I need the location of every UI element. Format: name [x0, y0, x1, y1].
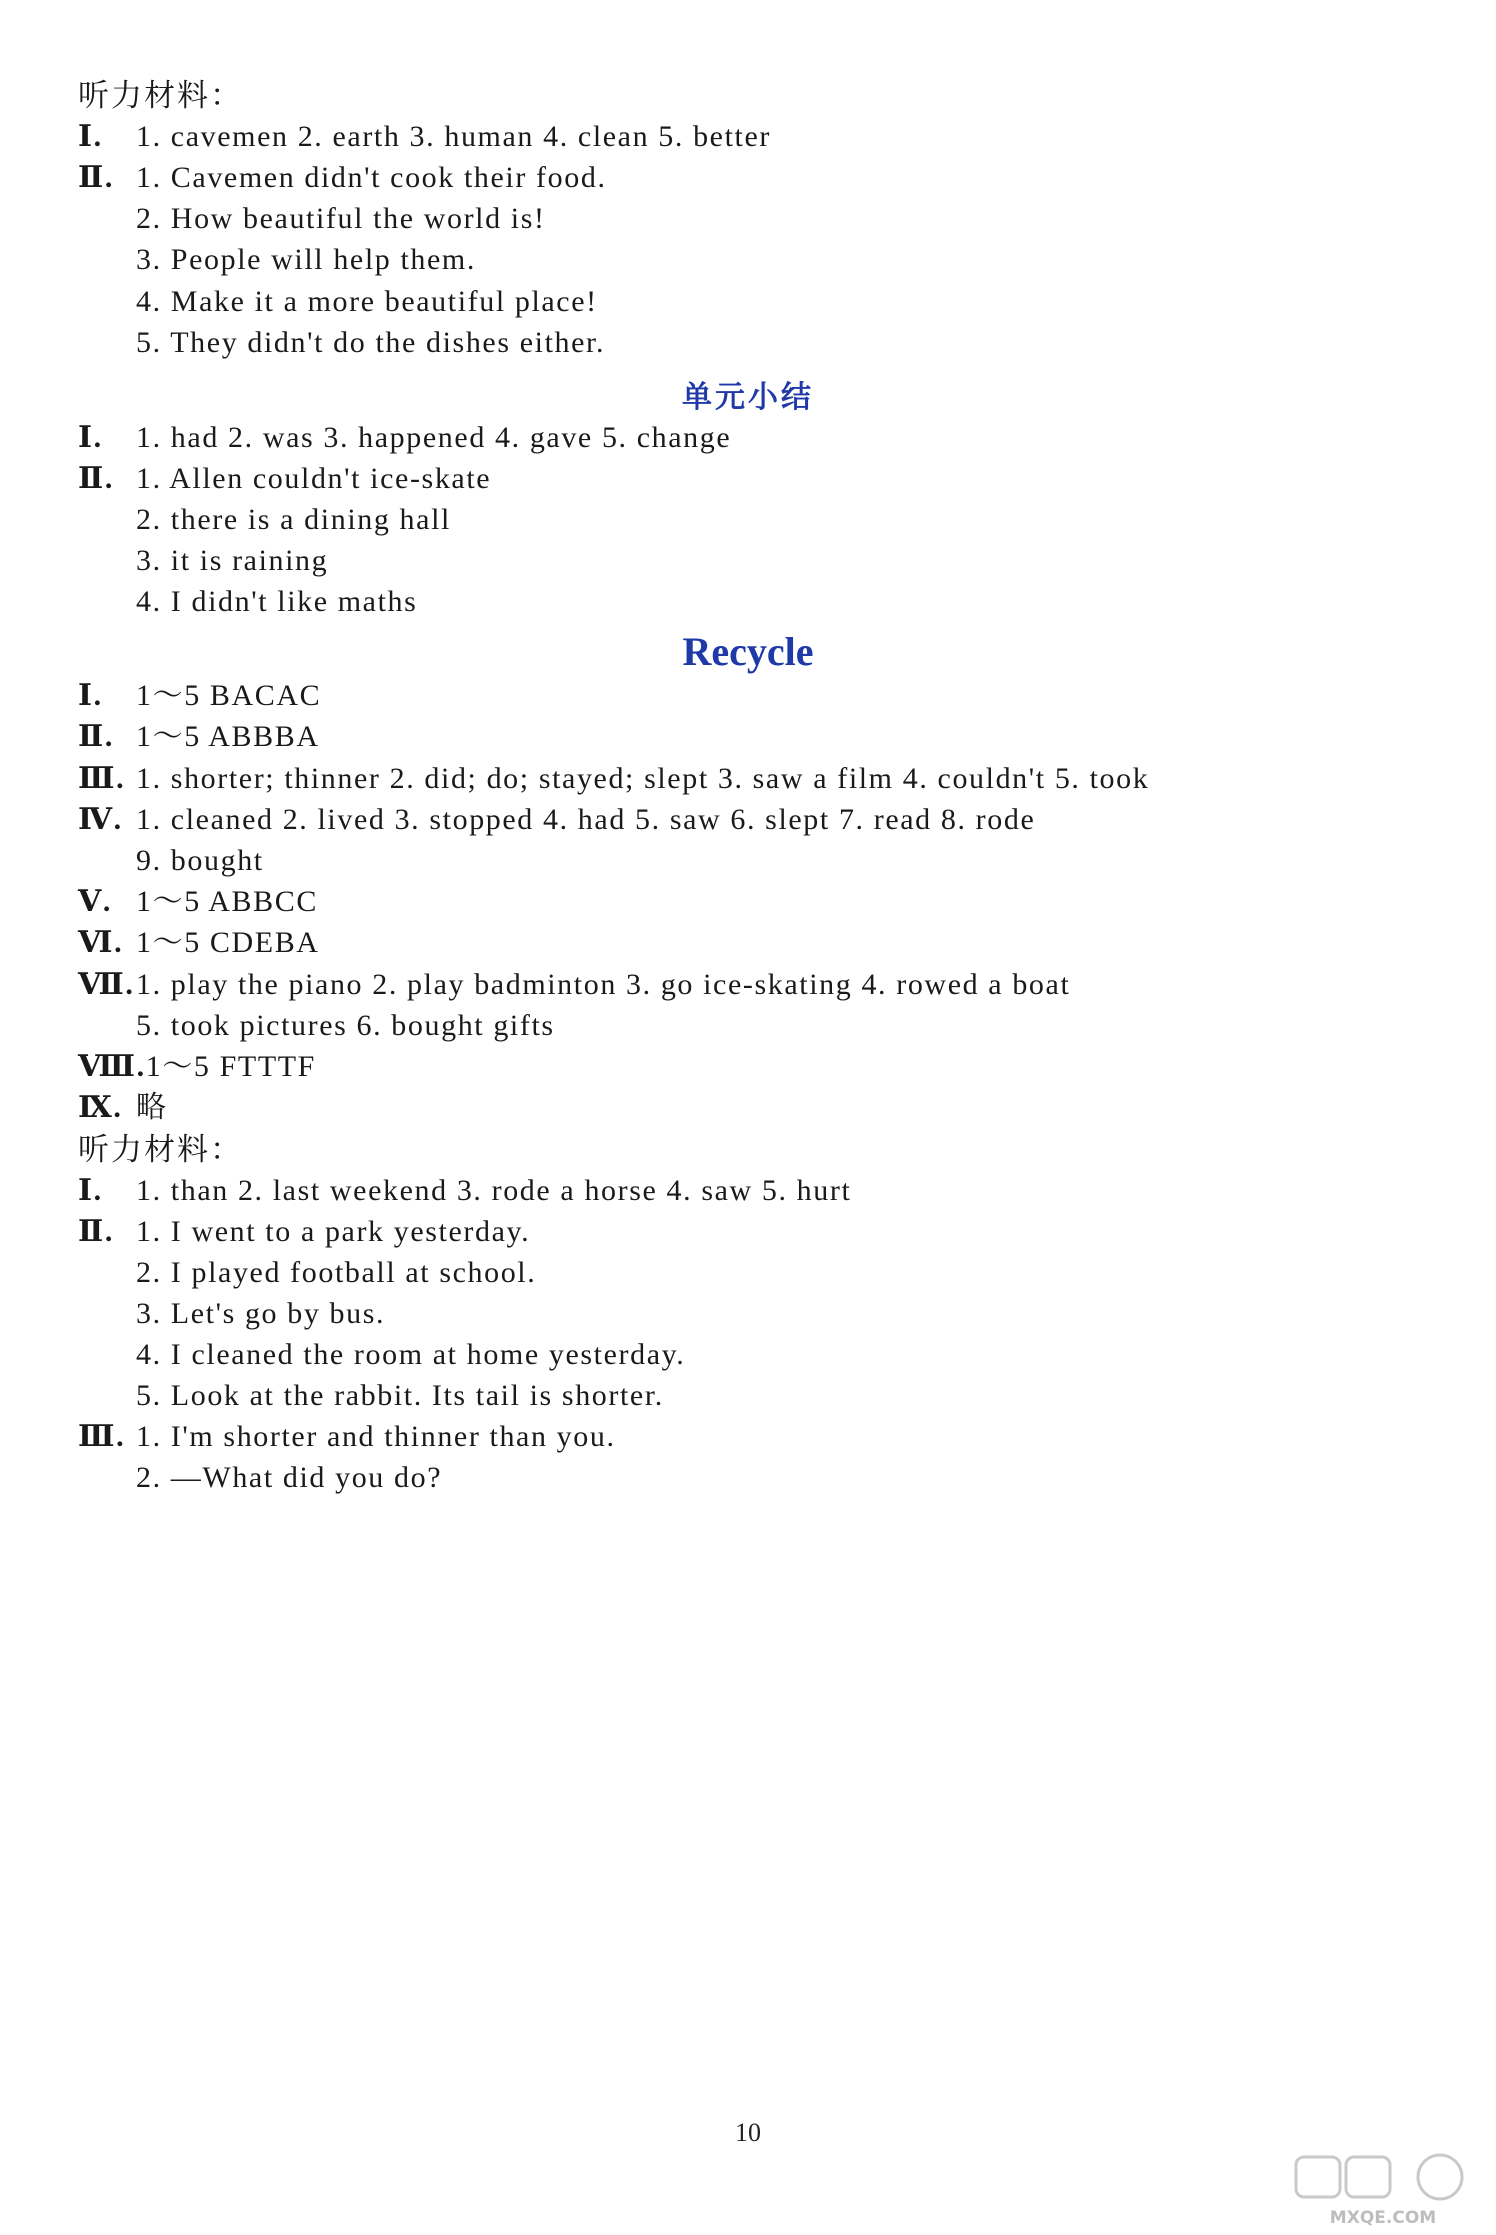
roman-numeral: Ⅱ.	[78, 720, 114, 753]
roman-numeral: Ⅱ.	[78, 1215, 114, 1248]
answer-text: 1. I'm shorter and thinner than you.	[136, 1420, 616, 1453]
answer-line	[78, 1047, 316, 1087]
answer-line	[78, 965, 1070, 1005]
answer-text: 1. play the piano 2. play badminton 3. go ice-skating 4. rowed a boat	[136, 968, 1071, 1001]
answer-line	[78, 800, 1035, 840]
roman-numeral: Ⅲ.	[78, 1420, 126, 1453]
answer-line: 4. Make it a more beautiful place!	[136, 285, 598, 318]
roman-numeral: Ⅱ.	[78, 462, 114, 495]
answer-line: 5. Look at the rabbit. Its tail is shorter.	[136, 1379, 664, 1412]
section-heading: Recycle	[682, 629, 814, 674]
answer-text: 1. than 2. last weekend 3. rode a horse 4. saw 5. hurt	[136, 1174, 852, 1207]
answer-text: 1～5 CDEBA	[136, 926, 320, 959]
answer-line	[78, 1088, 168, 1128]
answer-line: 5. They didn't do the dishes either.	[136, 326, 606, 359]
answer-line: 2. How beautiful the world is!	[136, 202, 546, 235]
page-number: 10	[735, 2118, 761, 2147]
answer-line: 9. bought	[136, 844, 264, 877]
watermark-logo-icon	[1288, 2151, 1478, 2229]
answer-line	[78, 882, 318, 922]
section-heading: 单元小结	[682, 380, 814, 415]
roman-numeral: Ⅰ.	[78, 679, 103, 712]
answer-line: 4. I cleaned the room at home yesterday.	[136, 1338, 686, 1371]
answer-line	[78, 1171, 851, 1211]
answer-line	[78, 418, 731, 458]
answer-line: 3. People will help them.	[136, 243, 476, 276]
roman-numeral: Ⅸ.	[78, 1091, 123, 1124]
answer-line: 3. it is raining	[136, 544, 329, 577]
answer-text: 1. cavemen 2. earth 3. human 4. clean 5. better	[136, 120, 771, 153]
answer-text: 1. I went to a park yesterday.	[136, 1215, 531, 1248]
roman-numeral: Ⅵ.	[78, 926, 124, 959]
answer-line	[78, 759, 1149, 799]
answer-text: 1～5 ABBCC	[136, 885, 318, 918]
answer-text: 1. cleaned 2. lived 3. stopped 4. had 5. saw 6. slept 7. read 8. rode	[136, 803, 1036, 836]
roman-numeral: Ⅳ.	[78, 803, 123, 836]
answer-line: 2. there is a dining hall	[136, 503, 451, 536]
answer-text: 1. Allen couldn't ice-skate	[136, 462, 492, 495]
answer-line: 5. took pictures 6. bought gifts	[136, 1009, 555, 1042]
answer-text: 1. Cavemen didn't cook their food.	[136, 161, 607, 194]
answer-line	[78, 158, 607, 198]
roman-numeral: Ⅰ.	[78, 421, 103, 454]
roman-numeral: Ⅰ.	[78, 1174, 103, 1207]
roman-numeral: Ⅲ.	[78, 762, 126, 795]
answer-line	[78, 117, 771, 157]
roman-numeral: Ⅷ.	[78, 1050, 146, 1083]
answer-text: 1～5 ABBBA	[136, 720, 320, 753]
roman-numeral: Ⅰ.	[78, 120, 103, 153]
watermark-text: MXQE.COM	[1329, 2208, 1437, 2228]
answer-line	[78, 717, 320, 757]
roman-numeral: Ⅱ.	[78, 161, 114, 194]
answer-text: 1. had 2. was 3. happened 4. gave 5. change	[136, 421, 732, 454]
answer-line	[78, 459, 491, 499]
answer-line: 2. —What did you do?	[136, 1461, 443, 1494]
answer-line	[78, 1417, 616, 1457]
answer-text: 1～5 BACAC	[136, 679, 322, 712]
roman-numeral: Ⅶ.	[78, 968, 135, 1001]
answer-text: 1～5 FTTTF	[145, 1050, 316, 1083]
answer-line	[78, 676, 321, 716]
answer-text: 1. shorter; thinner 2. did; do; stayed; slept 3. saw a film 4. couldn't 5. took	[136, 762, 1150, 795]
answer-line: 2. I played football at school.	[136, 1256, 537, 1289]
roman-numeral: Ⅴ.	[78, 885, 112, 918]
answer-text: 略	[136, 1091, 168, 1124]
answer-line: 4. I didn't like maths	[136, 585, 418, 618]
answer-line	[78, 1212, 530, 1252]
answer-line: 3. Let's go by bus.	[136, 1297, 386, 1330]
answer-line	[78, 923, 320, 963]
section-label: 听力材料：	[78, 1132, 243, 1168]
section-label: 听力材料：	[78, 78, 243, 114]
